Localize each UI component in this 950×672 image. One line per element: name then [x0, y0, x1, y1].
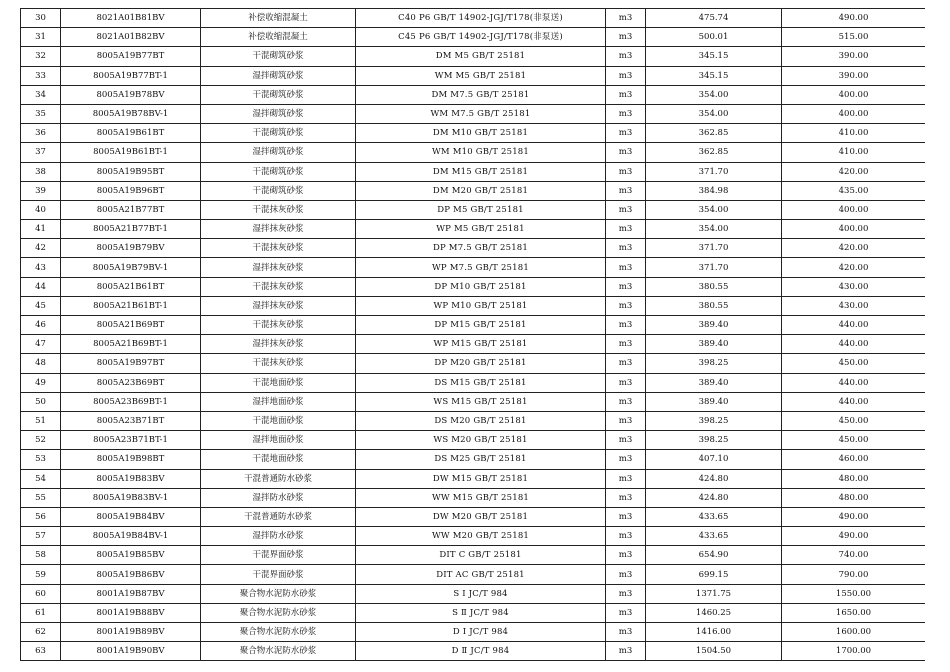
unit-cell: m3 [606, 450, 646, 469]
price-incl-tax-cell: 790.00 [782, 565, 926, 584]
unit-cell: m3 [606, 181, 646, 200]
material-code-cell: 8005A19B83BV [61, 469, 201, 488]
unit-cell: m3 [606, 603, 646, 622]
material-name-cell: 干混砌筑砂浆 [201, 47, 356, 66]
material-code-cell: 8005A19B95BT [61, 162, 201, 181]
material-code-cell: 8005A19B61BT-1 [61, 143, 201, 162]
price-excl-tax-cell: 398.25 [646, 354, 782, 373]
unit-cell: m3 [606, 392, 646, 411]
price-sheet [20, 8, 925, 672]
price-excl-tax-cell: 345.15 [646, 66, 782, 85]
specification-cell: WW M20 GB/T 25181 [356, 527, 606, 546]
material-name-cell: 干混普通防水砂浆 [201, 469, 356, 488]
row-number-cell: 57 [21, 527, 61, 546]
row-number-cell: 33 [21, 66, 61, 85]
material-code-cell: 8005A19B85BV [61, 546, 201, 565]
table-row [21, 373, 926, 392]
material-name-cell: 聚合物水泥防水砂浆 [201, 642, 356, 661]
price-incl-tax-cell: 490.00 [782, 527, 926, 546]
table-row [21, 85, 926, 104]
price-excl-tax-cell: 371.70 [646, 162, 782, 181]
material-name-cell: 干混抹灰砂浆 [201, 316, 356, 335]
material-code-cell: 8005A21B69BT [61, 316, 201, 335]
specification-cell: WM M10 GB/T 25181 [356, 143, 606, 162]
table-row [21, 162, 926, 181]
price-incl-tax-cell: 490.00 [782, 9, 926, 28]
specification-cell: C40 P6 GB/T 14902-JGJ/T178(非泵送) [356, 9, 606, 28]
material-name-cell: 干混砌筑砂浆 [201, 181, 356, 200]
price-excl-tax-cell: 407.10 [646, 450, 782, 469]
price-excl-tax-cell: 1371.75 [646, 584, 782, 603]
material-code-cell: 8005A19B78BV-1 [61, 104, 201, 123]
material-code-cell: 8005A19B77BT-1 [61, 66, 201, 85]
table-row [21, 277, 926, 296]
material-name-cell: 干混普通防水砂浆 [201, 507, 356, 526]
price-excl-tax-cell: 384.98 [646, 181, 782, 200]
material-code-cell: 8001A19B88BV [61, 603, 201, 622]
specification-cell: WW M15 GB/T 25181 [356, 488, 606, 507]
material-name-cell: 湿拌砌筑砂浆 [201, 104, 356, 123]
material-code-cell: 8001A19B87BV [61, 584, 201, 603]
unit-cell: m3 [606, 104, 646, 123]
price-incl-tax-cell: 440.00 [782, 335, 926, 354]
row-number-cell: 55 [21, 488, 61, 507]
table-row [21, 431, 926, 450]
unit-cell: m3 [606, 162, 646, 181]
price-incl-tax-cell: 450.00 [782, 411, 926, 430]
table-row [21, 565, 926, 584]
row-number-cell: 37 [21, 143, 61, 162]
specification-cell: C45 P6 GB/T 14902-JGJ/T178(非泵送) [356, 28, 606, 47]
material-code-cell: 8005A19B84BV-1 [61, 527, 201, 546]
unit-cell: m3 [606, 258, 646, 277]
price-excl-tax-cell: 398.25 [646, 431, 782, 450]
material-name-cell: 湿拌地面砂浆 [201, 392, 356, 411]
material-code-cell: 8001A19B90BV [61, 642, 201, 661]
unit-cell: m3 [606, 488, 646, 507]
table-row [21, 546, 926, 565]
material-code-cell: 8005A19B97BT [61, 354, 201, 373]
table-row [21, 527, 926, 546]
unit-cell: m3 [606, 354, 646, 373]
price-excl-tax-cell: 1504.50 [646, 642, 782, 661]
specification-cell: DM M5 GB/T 25181 [356, 47, 606, 66]
material-code-cell: 8005A19B77BT [61, 47, 201, 66]
unit-cell: m3 [606, 200, 646, 219]
material-code-cell: 8005A23B71BT [61, 411, 201, 430]
unit-cell: m3 [606, 124, 646, 143]
price-incl-tax-cell: 430.00 [782, 277, 926, 296]
price-incl-tax-cell: 410.00 [782, 143, 926, 162]
material-code-cell: 8005A23B71BT-1 [61, 431, 201, 450]
price-incl-tax-cell: 435.00 [782, 181, 926, 200]
price-incl-tax-cell: 440.00 [782, 316, 926, 335]
specification-cell: DP M15 GB/T 25181 [356, 316, 606, 335]
specification-cell: S Ⅰ JC/T 984 [356, 584, 606, 603]
specification-cell: DP M5 GB/T 25181 [356, 200, 606, 219]
price-excl-tax-cell: 354.00 [646, 85, 782, 104]
unit-cell: m3 [606, 220, 646, 239]
row-number-cell: 62 [21, 623, 61, 642]
material-name-cell: 干混砌筑砂浆 [201, 85, 356, 104]
unit-cell: m3 [606, 66, 646, 85]
material-name-cell: 干混抹灰砂浆 [201, 239, 356, 258]
unit-cell: m3 [606, 565, 646, 584]
price-incl-tax-cell: 480.00 [782, 469, 926, 488]
material-name-cell: 干混地面砂浆 [201, 450, 356, 469]
material-code-cell: 8005A21B61BT [61, 277, 201, 296]
unit-cell: m3 [606, 9, 646, 28]
material-name-cell: 湿拌抹灰砂浆 [201, 296, 356, 315]
material-code-cell: 8005A19B83BV-1 [61, 488, 201, 507]
row-number-cell: 42 [21, 239, 61, 258]
material-code-cell: 8005A21B77BT-1 [61, 220, 201, 239]
material-code-cell: 8005A21B77BT [61, 200, 201, 219]
price-incl-tax-cell: 450.00 [782, 354, 926, 373]
table-row [21, 335, 926, 354]
table-row [21, 450, 926, 469]
specification-cell: DS M25 GB/T 25181 [356, 450, 606, 469]
unit-cell: m3 [606, 28, 646, 47]
row-number-cell: 52 [21, 431, 61, 450]
material-name-cell: 干混地面砂浆 [201, 373, 356, 392]
row-number-cell: 34 [21, 85, 61, 104]
price-incl-tax-cell: 440.00 [782, 392, 926, 411]
row-number-cell: 50 [21, 392, 61, 411]
specification-cell: DIT C GB/T 25181 [356, 546, 606, 565]
table-row [21, 316, 926, 335]
row-number-cell: 53 [21, 450, 61, 469]
specification-cell: DIT AC GB/T 25181 [356, 565, 606, 584]
price-incl-tax-cell: 390.00 [782, 66, 926, 85]
material-name-cell: 湿拌防水砂浆 [201, 488, 356, 507]
material-code-cell: 8005A19B79BV-1 [61, 258, 201, 277]
specification-cell: WP M5 GB/T 25181 [356, 220, 606, 239]
price-excl-tax-cell: 1460.25 [646, 603, 782, 622]
unit-cell: m3 [606, 335, 646, 354]
row-number-cell: 63 [21, 642, 61, 661]
table-row [21, 143, 926, 162]
price-incl-tax-cell: 400.00 [782, 200, 926, 219]
price-incl-tax-cell: 400.00 [782, 220, 926, 239]
table-row [21, 181, 926, 200]
specification-cell: WS M20 GB/T 25181 [356, 431, 606, 450]
specification-cell: WS M15 GB/T 25181 [356, 392, 606, 411]
price-incl-tax-cell: 420.00 [782, 162, 926, 181]
table-row [21, 469, 926, 488]
price-excl-tax-cell: 389.40 [646, 373, 782, 392]
specification-cell: DW M15 GB/T 25181 [356, 469, 606, 488]
price-excl-tax-cell: 433.65 [646, 507, 782, 526]
price-excl-tax-cell: 389.40 [646, 316, 782, 335]
row-number-cell: 60 [21, 584, 61, 603]
unit-cell: m3 [606, 85, 646, 104]
table-row [21, 296, 926, 315]
row-number-cell: 30 [21, 9, 61, 28]
material-name-cell: 干混砌筑砂浆 [201, 124, 356, 143]
specification-cell: WP M10 GB/T 25181 [356, 296, 606, 315]
row-number-cell: 59 [21, 565, 61, 584]
specification-cell: D Ⅰ JC/T 984 [356, 623, 606, 642]
material-name-cell: 聚合物水泥防水砂浆 [201, 584, 356, 603]
material-name-cell: 湿拌砌筑砂浆 [201, 143, 356, 162]
row-number-cell: 43 [21, 258, 61, 277]
table-row [21, 28, 926, 47]
row-number-cell: 35 [21, 104, 61, 123]
price-excl-tax-cell: 371.70 [646, 258, 782, 277]
material-code-cell: 8005A23B69BT [61, 373, 201, 392]
specification-cell: WM M5 GB/T 25181 [356, 66, 606, 85]
table-row [21, 642, 926, 661]
table-row [21, 220, 926, 239]
material-code-cell: 8005A19B98BT [61, 450, 201, 469]
price-incl-tax-cell: 450.00 [782, 431, 926, 450]
table-row [21, 239, 926, 258]
unit-cell: m3 [606, 316, 646, 335]
material-code-cell: 8001A19B89BV [61, 623, 201, 642]
specification-cell: DM M15 GB/T 25181 [356, 162, 606, 181]
specification-cell: WM M7.5 GB/T 25181 [356, 104, 606, 123]
row-number-cell: 38 [21, 162, 61, 181]
material-code-cell: 8005A19B61BT [61, 124, 201, 143]
price-incl-tax-cell: 400.00 [782, 104, 926, 123]
specification-cell: DP M20 GB/T 25181 [356, 354, 606, 373]
material-code-cell: 8005A21B61BT-1 [61, 296, 201, 315]
row-number-cell: 58 [21, 546, 61, 565]
unit-cell: m3 [606, 296, 646, 315]
row-number-cell: 47 [21, 335, 61, 354]
specification-cell: DS M15 GB/T 25181 [356, 373, 606, 392]
material-name-cell: 干混抹灰砂浆 [201, 200, 356, 219]
material-name-cell: 干混抹灰砂浆 [201, 277, 356, 296]
row-number-cell: 36 [21, 124, 61, 143]
row-number-cell: 45 [21, 296, 61, 315]
row-number-cell: 39 [21, 181, 61, 200]
row-number-cell: 49 [21, 373, 61, 392]
table-row [21, 488, 926, 507]
price-excl-tax-cell: 362.85 [646, 124, 782, 143]
price-incl-tax-cell: 740.00 [782, 546, 926, 565]
row-number-cell: 61 [21, 603, 61, 622]
price-incl-tax-cell: 420.00 [782, 239, 926, 258]
row-number-cell: 46 [21, 316, 61, 335]
unit-cell: m3 [606, 584, 646, 603]
material-name-cell: 湿拌砌筑砂浆 [201, 66, 356, 85]
table-row [21, 9, 926, 28]
material-code-cell: 8021A01B82BV [61, 28, 201, 47]
price-incl-tax-cell: 490.00 [782, 507, 926, 526]
price-incl-tax-cell: 1700.00 [782, 642, 926, 661]
price-incl-tax-cell: 460.00 [782, 450, 926, 469]
material-code-cell: 8005A19B78BV [61, 85, 201, 104]
price-excl-tax-cell: 424.80 [646, 488, 782, 507]
unit-cell: m3 [606, 277, 646, 296]
price-excl-tax-cell: 371.70 [646, 239, 782, 258]
material-name-cell: 湿拌防水砂浆 [201, 527, 356, 546]
unit-cell: m3 [606, 143, 646, 162]
price-excl-tax-cell: 389.40 [646, 392, 782, 411]
row-number-cell: 56 [21, 507, 61, 526]
specification-cell: S Ⅱ JC/T 984 [356, 603, 606, 622]
specification-cell: WP M15 GB/T 25181 [356, 335, 606, 354]
price-excl-tax-cell: 699.15 [646, 565, 782, 584]
price-excl-tax-cell: 354.00 [646, 220, 782, 239]
price-incl-tax-cell: 515.00 [782, 28, 926, 47]
row-number-cell: 51 [21, 411, 61, 430]
price-incl-tax-cell: 400.00 [782, 85, 926, 104]
specification-cell: DP M10 GB/T 25181 [356, 277, 606, 296]
material-price-table [20, 8, 925, 661]
material-code-cell: 8005A19B84BV [61, 507, 201, 526]
unit-cell: m3 [606, 507, 646, 526]
table-row [21, 200, 926, 219]
table-row [21, 66, 926, 85]
price-excl-tax-cell: 398.25 [646, 411, 782, 430]
price-excl-tax-cell: 380.55 [646, 277, 782, 296]
material-name-cell: 湿拌抹灰砂浆 [201, 258, 356, 277]
table-row [21, 104, 926, 123]
material-code-cell: 8005A19B96BT [61, 181, 201, 200]
price-excl-tax-cell: 475.74 [646, 9, 782, 28]
price-excl-tax-cell: 380.55 [646, 296, 782, 315]
unit-cell: m3 [606, 527, 646, 546]
unit-cell: m3 [606, 623, 646, 642]
table-row [21, 507, 926, 526]
unit-cell: m3 [606, 411, 646, 430]
material-name-cell: 湿拌地面砂浆 [201, 431, 356, 450]
material-name-cell: 湿拌抹灰砂浆 [201, 335, 356, 354]
row-number-cell: 54 [21, 469, 61, 488]
material-name-cell: 聚合物水泥防水砂浆 [201, 603, 356, 622]
row-number-cell: 41 [21, 220, 61, 239]
material-name-cell: 湿拌抹灰砂浆 [201, 220, 356, 239]
material-name-cell: 补偿收缩混凝土 [201, 28, 356, 47]
material-code-cell: 8005A23B69BT-1 [61, 392, 201, 411]
row-number-cell: 40 [21, 200, 61, 219]
unit-cell: m3 [606, 239, 646, 258]
specification-cell: DM M20 GB/T 25181 [356, 181, 606, 200]
material-code-cell: 8005A21B69BT-1 [61, 335, 201, 354]
table-row [21, 47, 926, 66]
unit-cell: m3 [606, 642, 646, 661]
row-number-cell: 44 [21, 277, 61, 296]
table-body [21, 9, 926, 661]
specification-cell: DW M20 GB/T 25181 [356, 507, 606, 526]
price-incl-tax-cell: 1650.00 [782, 603, 926, 622]
specification-cell: D Ⅱ JC/T 984 [356, 642, 606, 661]
price-incl-tax-cell: 1600.00 [782, 623, 926, 642]
price-excl-tax-cell: 1416.00 [646, 623, 782, 642]
price-incl-tax-cell: 420.00 [782, 258, 926, 277]
price-incl-tax-cell: 440.00 [782, 373, 926, 392]
table-row [21, 411, 926, 430]
material-name-cell: 聚合物水泥防水砂浆 [201, 623, 356, 642]
material-name-cell: 干混地面砂浆 [201, 411, 356, 430]
table-row [21, 354, 926, 373]
unit-cell: m3 [606, 431, 646, 450]
row-number-cell: 31 [21, 28, 61, 47]
unit-cell: m3 [606, 469, 646, 488]
price-excl-tax-cell: 354.00 [646, 200, 782, 219]
price-excl-tax-cell: 500.01 [646, 28, 782, 47]
unit-cell: m3 [606, 47, 646, 66]
specification-cell: DS M20 GB/T 25181 [356, 411, 606, 430]
price-incl-tax-cell: 390.00 [782, 47, 926, 66]
price-incl-tax-cell: 480.00 [782, 488, 926, 507]
unit-cell: m3 [606, 373, 646, 392]
row-number-cell: 32 [21, 47, 61, 66]
specification-cell: WP M7.5 GB/T 25181 [356, 258, 606, 277]
specification-cell: DM M7.5 GB/T 25181 [356, 85, 606, 104]
table-row [21, 603, 926, 622]
table-row [21, 623, 926, 642]
price-excl-tax-cell: 362.85 [646, 143, 782, 162]
price-excl-tax-cell: 354.00 [646, 104, 782, 123]
material-name-cell: 补偿收缩混凝土 [201, 9, 356, 28]
unit-cell: m3 [606, 546, 646, 565]
material-name-cell: 干混界面砂浆 [201, 565, 356, 584]
material-code-cell: 8005A19B79BV [61, 239, 201, 258]
price-excl-tax-cell: 654.90 [646, 546, 782, 565]
table-row [21, 258, 926, 277]
price-incl-tax-cell: 430.00 [782, 296, 926, 315]
material-name-cell: 干混抹灰砂浆 [201, 354, 356, 373]
material-code-cell: 8021A01B81BV [61, 9, 201, 28]
row-number-cell: 48 [21, 354, 61, 373]
material-name-cell: 干混砌筑砂浆 [201, 162, 356, 181]
price-incl-tax-cell: 1550.00 [782, 584, 926, 603]
table-row [21, 124, 926, 143]
table-row [21, 392, 926, 411]
material-name-cell: 干混界面砂浆 [201, 546, 356, 565]
price-excl-tax-cell: 389.40 [646, 335, 782, 354]
specification-cell: DP M7.5 GB/T 25181 [356, 239, 606, 258]
price-excl-tax-cell: 424.80 [646, 469, 782, 488]
price-incl-tax-cell: 410.00 [782, 124, 926, 143]
price-excl-tax-cell: 345.15 [646, 47, 782, 66]
price-excl-tax-cell: 433.65 [646, 527, 782, 546]
material-code-cell: 8005A19B86BV [61, 565, 201, 584]
table-row [21, 584, 926, 603]
specification-cell: DM M10 GB/T 25181 [356, 124, 606, 143]
